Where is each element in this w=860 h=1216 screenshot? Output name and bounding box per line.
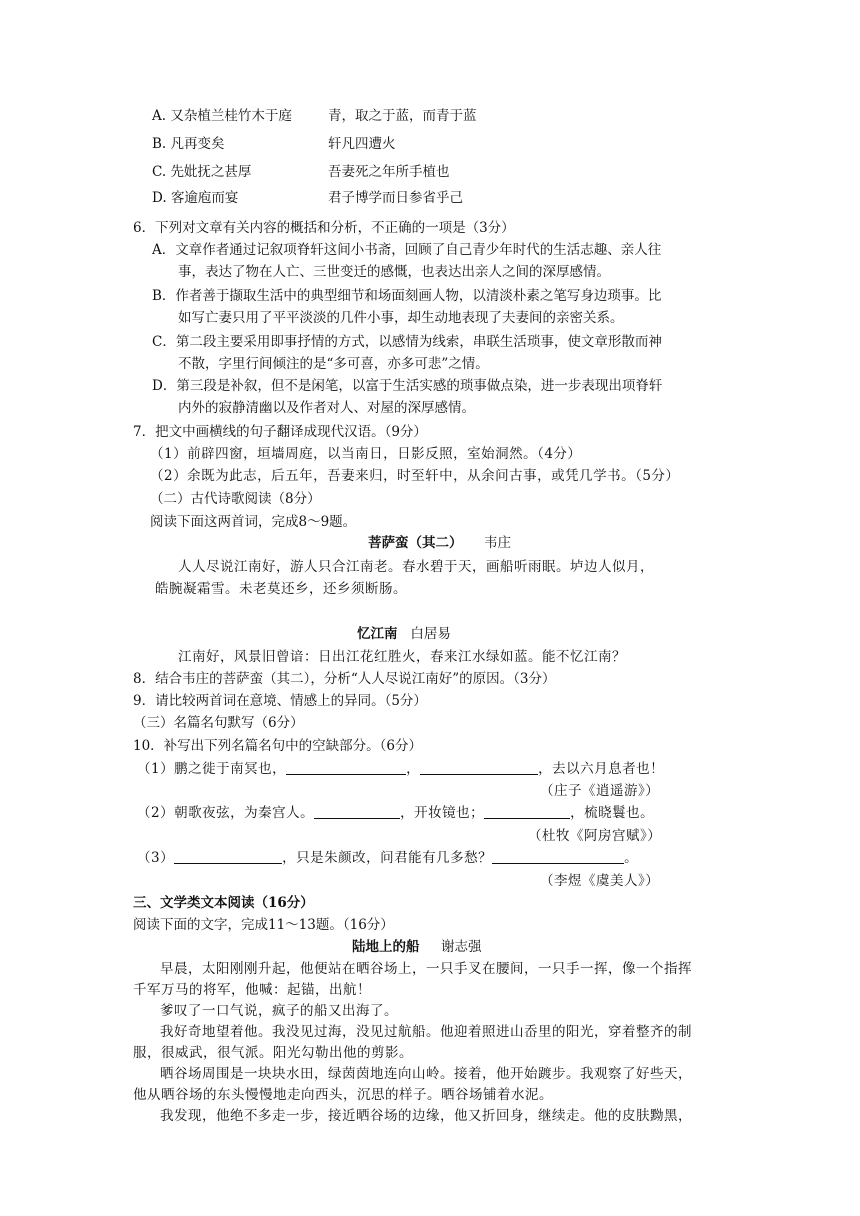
poem2-title: 忆江南 [357,626,398,642]
story-paragraph-4b: 他从晒谷场的东头慢慢地走向西头，沉思的样子。晒谷场铺着水泥。 [133,1087,553,1103]
story-title: 陆地上的船 [352,939,420,955]
option-d-left: 客逾庖而宴 [170,190,239,206]
option-a-left: 又杂植兰桂竹木于庭 [170,108,292,124]
q6-option-a-line1: A．文章作者通过记叙项脊轩这间小书斋，回顾了自己青少年时代的生活志趣、亲人往 [152,242,662,258]
option-b-left: 凡再变矣 [170,136,225,152]
q9: 9．请比较两首词在意境、情感上的异同。（5分） [133,693,427,709]
q6-stem: 6．下列对文章有关内容的概括和分析，不正确的一项是（3分） [133,220,515,236]
story-author: 谢志强 [440,939,482,955]
story-paragraph-3b: 服，很威武，很气派。阳光勾勒出他的剪影。 [133,1045,413,1061]
exam-page: A. 又杂植兰桂竹木于庭 青，取之于蓝，而青于蓝 B. 凡再变矣 轩凡四遭火 C. 先妣抚之甚厚 吾妻死之年所手植也 D. 客逾庖而宴 君子博学而日参省乎己 6．下列对文章有关内容的概括和分析，不正确的一项是（3分） A．文章作者通过记叙项脊轩这间小书斋，回顾了自己青少年时代的生活志趣、亲人往 事，表达了物在人亡、三世变迁的感慨，也表达出亲人之间的深厚感情。 B．作者善于撷取生活中的典型细节和场面刻画人物，以清淡朴素之笔写身边琐事。比 如写亡妻只用了平平淡淡的几件小事，却生动地表现了夫妻间的亲密关系。 C．第二段主要采用即事抒情的方式，以感情为线索，串联生活琐事，使文章形散而神 不散，字里行间倾注的是“多可喜，亦多可悲”之情。 D．第三段是补叙，但不是闲笔，以富于生活实感的琐事做点染，进一步表现出项脊轩 内外的寂静清幽以及作者对人、对屋的深厚感情。 7．把文中画横线的句子翻译成现代汉语。（9分） （1）前辟四窗，垣墙周庭，以当南日，日影反照，室始洞然。（4分） （2）余既为此志，后五年，吾妻来归，时至轩中，从余问古事，或凭几学书。（5分） （二）古代诗歌阅读（8分） 阅读下面这两首词，完成8～9题。 菩萨蛮（其二） 韦庄 人人尽说江南好，游人只合江南老。春水碧于天，画船听雨眠。垆边人似月， 皓腕凝霜雪。未老莫还乡，还乡须断肠。 忆江南 白居易 江南好，风景旧曾谙：日出江花红胜火，春来江水绿如蓝。能不忆江南？ 8．结合韦庄的菩萨蛮（其二），分析“人人尽说江南好”的原因。（3分） 9．请比较两首词在意境、情感上的异同。（5分） （三）名篇名句默写（6分） 10．补写出下列名篇名句中的空缺部分。（6分） （1）鹏之徙于南冥也， ， ，去以六月息者也！ （庄子《逍遥游》） （2）朝歌夜弦，为秦宫人。 ，开妆镜也； ，梳晓鬟也。 （杜牧《阿房宫赋》） （3） ，只是朱颜改，问君能有几多愁？ 。 （李煜《虞美人》） 三、文学类文本阅读（16分） 阅读下面的文字，完成11～13题。（16分） 陆地上的船 谢志强 早晨，太阳刚刚升起，他便站在晒谷场上，一只手叉在腰间，一只手一挥，像一个指挥 千军万马的将军，他喊：起锚，出航！ 爹叹了一口气说，疯子的船又出海了。 我好奇地望着他。我没见过海，没见过航船。他迎着照进山岙里的阳光，穿着整齐的制 服，很威武，很气派。阳光勾勒出他的剪影。 晒谷场周围是一块块水田，绿茵茵地连向山岭。接着，他开始踱步。我观察了好些天， 他从晒谷场的东头慢慢地走向西头，沉思的样子。晒谷场铺着水泥。 我发现，他绝不多走一步，接近晒谷场的边缘，他又折回身，继续走。他的皮肤黝黑， [133,108,692,1124]
poem1-line-1: 人人尽说江南好，游人只合江南老。春水碧于天，画船听雨眠。垆边人似月， [178,559,654,575]
recitation-section-heading: （三）名篇名句默写（6分） [133,715,304,731]
story-title-line [352,937,481,957]
answer-blank[interactable] [174,849,282,864]
option-c-left: 先妣抚之甚厚 [170,164,252,180]
q6-option-a-line2: 事，表达了物在人亡、三世变迁的感慨，也表达出亲人之间的深厚感情。 [178,264,610,280]
option-a-right: 青，取之于蓝，而青于蓝 [328,108,477,124]
option-b-right: 轩凡四遭火 [328,136,396,152]
q7-sentence-2: （2）余既为此志，后五年，吾妻来归，时至轩中，从余问古事，或凭几学书。（5分） [150,468,680,484]
q6-option-d-line1: D．第三段是补叙，但不是闲笔，以富于生活实感的琐事做点染，进一步表现出项脊轩 [152,378,663,394]
answer-blank[interactable] [484,804,570,819]
poem1-title: 菩萨蛮（其二） [368,535,463,551]
option-d-right: 君子博学而日参省乎己 [328,190,463,206]
option-c-right: 吾妻死之年所手植也 [328,164,450,180]
q6-option-b-line1: B．作者善于撷取生活中的典型细节和场面刻画人物，以清淡朴素之笔写身边琐事。比 [152,288,662,304]
story-paragraph-4a: 晒谷场周围是一块块水田，绿茵茵地连向山岭。接着，他开始踱步。我观察了好些天， [160,1066,692,1082]
q10-item-3: （3） ，只是朱颜改，问君能有几多愁？ 。 [137,850,639,866]
story-paragraph-5: 我发现，他绝不多走一步，接近晒谷场的边缘，他又折回身，继续走。他的皮肤黝黑， [160,1108,692,1124]
q7-sentence-1: （1）前辟四窗，垣墙周庭，以当南日，日影反照，室始洞然。（4分） [150,446,582,462]
q10-item-2: （2）朝歌夜弦，为秦宫人。 ，开妆镜也； ，梳晓鬟也。 [137,805,655,821]
q10-item-2-source: （杜牧《阿房宫赋》） [528,828,662,844]
poetry-instruction: 阅读下面这两首词，完成8～9题。 [150,514,357,530]
q6-option-c-line2: 不散，字里行间倾注的是“多可喜，亦多可悲”之情。 [178,356,489,372]
poem2-line-1: 江南好，风景旧曾谙：日出江花红胜火，春来江水绿如蓝。能不忆江南？ [178,649,626,665]
story-paragraph-1b: 千军万马的将军，他喊：起锚，出航！ [133,982,371,998]
q10-item-1: （1）鹏之徙于南冥也， ， ，去以六月息者也！ [137,761,665,777]
q10-item-1-source: （庄子《逍遥游》） [540,783,660,799]
answer-blank[interactable] [492,849,624,864]
q7-stem: 7．把文中画横线的句子翻译成现代汉语。（9分） [133,424,427,440]
poem1-title-line [368,533,511,553]
q8: 8．结合韦庄的菩萨蛮（其二），分析“人人尽说江南好”的原因。（3分） [133,671,556,687]
answer-blank[interactable] [314,804,400,819]
story-paragraph-1a: 早晨，太阳刚刚升起，他便站在晒谷场上，一只手叉在腰间，一只手一挥，像一个指挥 [160,961,692,977]
q6-option-b-line2: 如写亡妻只用了平平淡淡的几件小事，却生动地表现了夫妻间的亲密关系。 [178,310,624,326]
q6-option-d-line2: 内外的寂静清幽以及作者对人、对屋的深厚感情。 [178,400,475,416]
q10-item-3-source: （李煜《虞美人》） [540,873,660,889]
poem1-author: 韦庄 [483,535,511,551]
poetry-section-heading: （二）古代诗歌阅读（8分） [150,491,321,507]
q6-option-c-line1: C．第二段主要采用即事抒情的方式，以感情为线索，串联生活琐事，使文章形散而神 [152,334,662,350]
poem1-line-2: 皓腕凝霜雪。未老莫还乡，还乡须断肠。 [155,581,407,597]
story-paragraph-3a: 我好奇地望着他。我没见过海，没见过航船。他迎着照进山岙里的阳光，穿着整齐的制 [160,1024,692,1040]
answer-blank[interactable] [286,760,406,775]
answer-blank[interactable] [420,760,538,775]
poem2-author: 白居易 [410,626,451,642]
literary-instruction: 阅读下面的文字，完成11～13题。（16分） [133,917,394,933]
q10-stem: 10．补写出下列名篇名句中的空缺部分。（6分） [133,738,423,754]
story-paragraph-2: 爹叹了一口气说，疯子的船又出海了。 [160,1003,398,1019]
poem2-title-line [357,624,451,644]
literary-section-heading: 三、文学类文本阅读（16分） [133,895,314,911]
